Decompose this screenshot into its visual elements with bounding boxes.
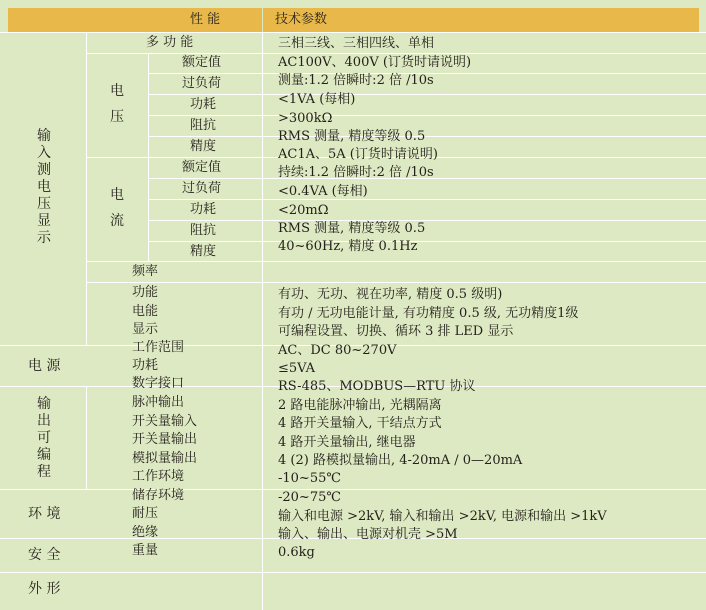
row-value: 三相三线、三相四线、单相 <box>278 36 435 51</box>
row-label: 开关量输入 <box>132 414 198 429</box>
row-value: RMS 测量, 精度等级 0.5 <box>278 129 426 144</box>
row-value: 测量:1.2 倍瞬时:2 倍 /10s <box>278 73 434 88</box>
header-specs-cell <box>263 8 699 32</box>
row-value: 持续:1.2 倍瞬时:2 倍 /10s <box>278 165 434 180</box>
group-power-label: 电 源 <box>28 358 61 374</box>
row-label: 模拟量输出 <box>132 451 198 466</box>
group-env-label: 环 境 <box>28 506 61 522</box>
row-label: 精度 <box>190 139 217 154</box>
row-label: 重量 <box>132 543 159 558</box>
row-value: 4 路开关量输入, 干结点方式 <box>278 416 442 431</box>
row-label: 频率 <box>132 264 159 279</box>
row-value: AC、DC 80~270V <box>278 343 397 358</box>
row-value: <1VA (每相) <box>278 92 356 107</box>
row-label: 精度 <box>190 244 217 259</box>
row-label: 脉冲输出 <box>132 395 185 410</box>
header-feature: 性 能 <box>190 12 221 27</box>
row-value: 有功 / 无功电能计量, 有功精度 0.5 级, 无功精度1级 <box>278 306 579 321</box>
row-value: 输入和电源 >2kV, 输入和输出 >2kV, 电源和输出 >1kV <box>278 509 607 524</box>
row-value: 2 路电能脉冲输出, 光耦隔离 <box>278 398 442 413</box>
row-value: 40~60Hz, 精度 0.1Hz <box>278 239 418 254</box>
group-voltage-label: 电压 <box>110 83 124 125</box>
row-label: 功耗 <box>132 358 159 373</box>
row-label: 耐压 <box>132 506 159 521</box>
row-value: 有功、无功、视在功率, 精度 0.5 级明) <box>278 287 503 302</box>
row-value: -10~55℃ <box>278 471 341 486</box>
row-value: 可编程设置、切换、循环 3 排 LED 显示 <box>278 324 514 339</box>
group-shape-label: 外 形 <box>28 581 61 597</box>
row-value: RS-485、MODBUS—RTU 协议 <box>278 379 476 394</box>
group-current-label: 电流 <box>110 187 124 229</box>
row-value: AC1A、5A (订货时请说明) <box>278 147 438 162</box>
header-specs: 技术参数 <box>275 12 328 27</box>
row-label: 阻抗 <box>190 118 217 133</box>
row-label: 工作环境 <box>132 469 185 484</box>
row-value: 输入、输出、电源对机壳 >5M <box>278 527 458 542</box>
row-value: <20mΩ <box>278 203 329 218</box>
group-input-label: 输入测电压显示 <box>37 128 51 246</box>
row-value: ≤5VA <box>278 361 316 376</box>
row-value: 4 (2) 路模拟量输出, 4-20mA / 0—20mA <box>278 453 523 468</box>
row-value: RMS 测量, 精度等级 0.5 <box>278 221 426 236</box>
row-label: 额定值 <box>182 160 222 175</box>
row-label: 过负荷 <box>182 181 222 196</box>
row-label: 功耗 <box>190 97 217 112</box>
row-label: 功能 <box>132 285 159 300</box>
row-label: 数字接口 <box>132 376 185 391</box>
row-value: 4 路开关量输出, 继电器 <box>278 435 416 450</box>
row-label: 过负荷 <box>182 76 222 91</box>
group-output-label: 输出可编程 <box>37 396 51 480</box>
row-value: -20~75℃ <box>278 490 341 505</box>
row-label: 储存环境 <box>132 488 185 503</box>
row-label: 阻抗 <box>190 223 217 238</box>
row-label: 多 功 能 <box>146 35 194 50</box>
row-value: AC100V、400V (订货时请说明) <box>278 55 472 70</box>
row-label: 开关量输出 <box>132 432 198 447</box>
row-value: 0.6kg <box>278 545 315 560</box>
row-value: >300kΩ <box>278 111 333 126</box>
row-label: 电能 <box>132 304 159 319</box>
row-label: 显示 <box>132 322 159 337</box>
header-feature-cell <box>8 8 262 32</box>
row-label: 功耗 <box>190 202 217 217</box>
row-label: 额定值 <box>182 55 222 70</box>
row-label: 工作范围 <box>132 340 185 355</box>
row-label: 绝缘 <box>132 525 159 540</box>
group-safety-label: 安 全 <box>28 547 61 563</box>
row-value: <0.4VA (每相) <box>278 184 368 199</box>
